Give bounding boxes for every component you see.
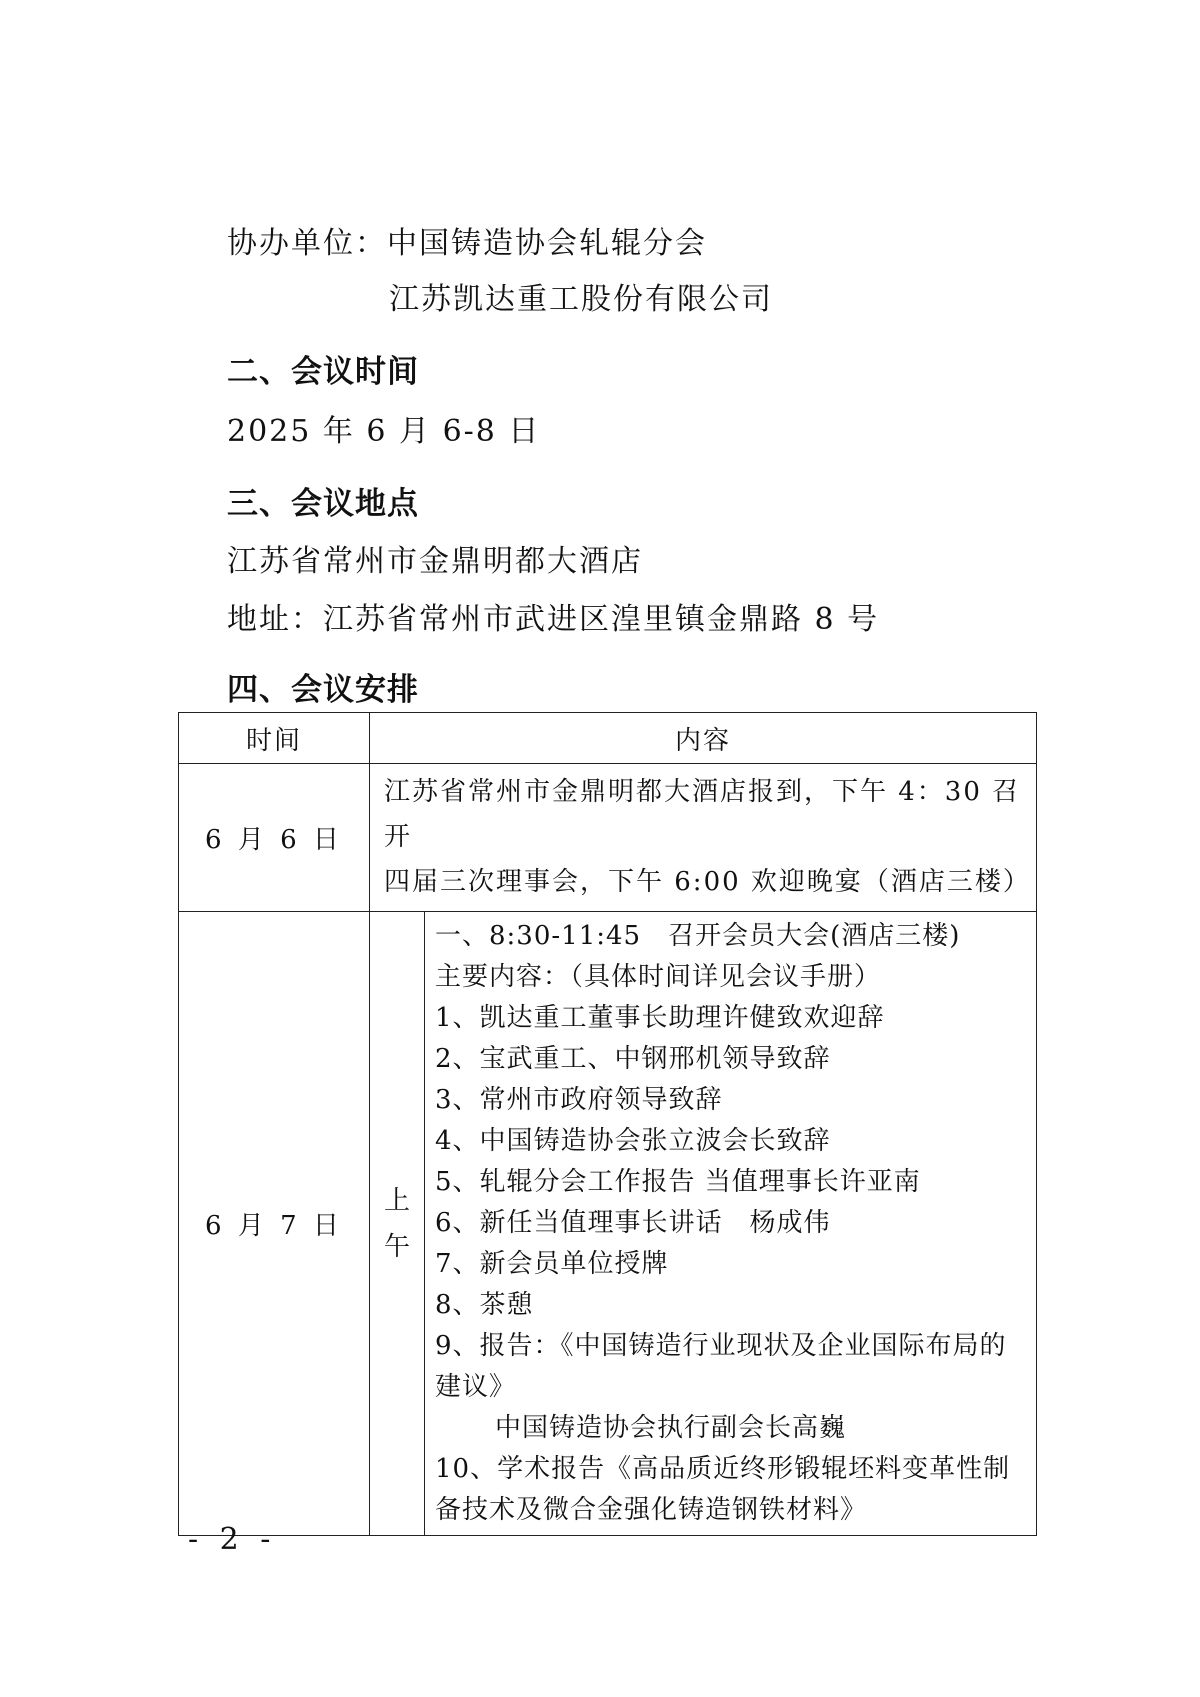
schedule-row-day1: [179, 764, 1037, 912]
day1-line-1: 江苏省常州市金鼎明都大酒店报到，下午 4：30 召开: [384, 777, 1021, 852]
co-organizer-1: 中国铸造协会轧辊分会: [387, 226, 707, 261]
list-item: 9、报告：《中国铸造行业现状及企业国际布局的建议》: [435, 1331, 1007, 1402]
list-item: 中国铸造协会执行副会长高巍: [495, 1413, 847, 1443]
day2-date: 6 月 7 日: [179, 912, 370, 1536]
meeting-venue: 江苏省常州市金鼎明都大酒店: [227, 544, 643, 579]
list-item: 10、学术报告《高品质近终形锻辊坯料变革性制备技术及微合金强化铸造钢铁材料》: [435, 1454, 1011, 1525]
list-item: 一、8:30-11:45 召开会员大会(酒店三楼): [435, 921, 961, 951]
page-number: - 2 -: [188, 1522, 277, 1557]
list-item: 4、中国铸造协会张立波会长致辞: [435, 1126, 831, 1156]
day2-period-char-2: 午: [383, 1231, 410, 1262]
day1-content: [370, 764, 1037, 912]
schedule-table: [178, 712, 1037, 1536]
co-organizer-label: 协办单位：: [227, 226, 387, 261]
list-item: 3、常州市政府领导致辞: [435, 1085, 723, 1115]
section-3-heading: 三、会议地点: [227, 486, 419, 522]
meeting-date: 2025 年 6 月 6-8 日: [227, 414, 541, 449]
list-item: 8、茶憩: [435, 1290, 534, 1320]
day2-period-char-1: 上: [383, 1185, 410, 1216]
list-item: 1、凯达重工董事长助理许健致欢迎辞: [435, 1003, 885, 1033]
list-item: 7、新会员单位授牌: [435, 1249, 669, 1279]
list-item: 主要内容：（具体时间详见会议手册）: [435, 962, 882, 992]
day2-period: [370, 912, 425, 1536]
day1-date: 6 月 6 日: [179, 764, 370, 912]
co-organizer-line-1: [227, 224, 707, 264]
day2-items: [425, 912, 1037, 1536]
schedule-row-day2: [179, 912, 1037, 1536]
meeting-address: 地址：江苏省常州市武进区湟里镇金鼎路 8 号: [227, 602, 880, 637]
co-organizer-2: 江苏凯达重工股份有限公司: [389, 282, 773, 317]
list-item: 5、轧辊分会工作报告 当值理事长许亚南: [435, 1167, 921, 1197]
list-item: 6、新任当值理事长讲话 杨成伟: [435, 1208, 831, 1238]
schedule-header-row: [179, 713, 1037, 764]
list-item: 2、宝武重工、中钢邢机领导致辞: [435, 1044, 831, 1074]
header-content: 内容: [370, 713, 1037, 764]
header-time: 时间: [179, 713, 370, 764]
section-4-heading: 四、会议安排: [227, 672, 419, 708]
section-2-heading: 二、会议时间: [227, 354, 419, 390]
day1-line-2: 四届三次理事会，下午 6:00 欢迎晚宴（酒店三楼）: [384, 867, 1031, 897]
